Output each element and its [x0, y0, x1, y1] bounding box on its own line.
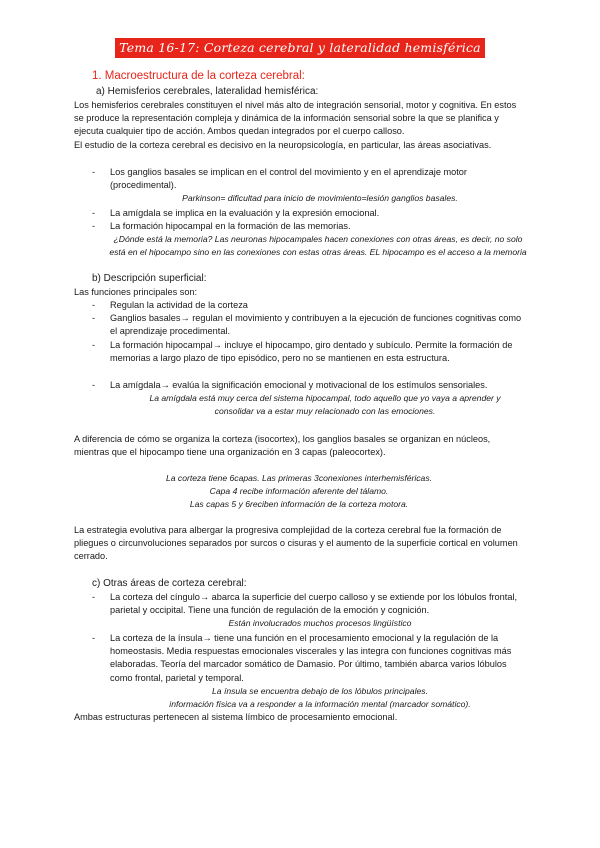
capas-line-3: Las capas 5 y 6reciben información de la corteza motora.	[189, 499, 409, 509]
section-heading-1: 1. Macroestructura de la corteza cerebral:	[92, 70, 305, 82]
bullet-marker: -	[92, 340, 96, 350]
a-note-memoria: ¿Dónde está la memoria? Las neuronas hipocampales hacen conexiones con otras áreas, es decir, no solo está en el hipocampo sino en las conexiones con estas otras áreas. EL hipocampo es el acceso a la memoria	[109, 234, 527, 257]
paragraph-b1: A diferencia de cómo se organiza la corteza (isocortex), los ganglios basales se organizan en núcleos, mientras que el hipocampo tiene una organización en 3 capas (paleocortex).	[74, 434, 491, 458]
b-bullet-regulan: Regulan la actividad de la corteza	[110, 300, 248, 310]
bullet-marker: -	[92, 221, 96, 231]
bullet-marker: -	[92, 313, 96, 323]
bullet-marker: -	[92, 208, 96, 218]
a-note-parkinson: Parkinson= dificultad para inicio de movimiento=lesión ganglios basales.	[182, 193, 458, 203]
capas-line-1: La corteza tiene 6capas. Las primeras 3conexiones interhemisféricas.	[165, 473, 433, 483]
bullet-marker: -	[92, 592, 96, 602]
subheading-c: c) Otras áreas de corteza cerebral:	[92, 578, 247, 589]
a-bullet-hipocampal: La formación hipocampal en la formación de las memorias.	[110, 221, 351, 231]
c-note-insula-2: información física va a responder a la información mental (marcador somático).	[169, 699, 471, 709]
a-bullet-amigdala: La amígdala se implica en la evaluación y la expresión emocional.	[110, 208, 380, 218]
b-bullet-hipocampal: La formación hipocampal→ incluye el hipocampo, giro dentado y subículo. Permite la formación de memorias a largo plazo de tipo episódico, pero no se mantienen en esta estructura.	[110, 340, 513, 364]
paragraph-a2: El estudio de la corteza cerebral es decisivo en la neuropsicología, en particular, las áreas asociativas.	[74, 140, 492, 150]
b-note-amigdala: La amígdala está muy cerca del sistema hipocampal, todo aquello que yo vaya a aprender y consolidar va a estar muy relacionado con las emociones.	[149, 393, 501, 416]
bullet-marker: -	[92, 380, 96, 390]
final-sentence: Ambas estructuras pertenecen al sistema límbico de procesamiento emocional.	[74, 712, 398, 722]
paragraph-b2: La estrategia evolutiva para albergar la progresiva complejidad de la corteza cerebral fue la formación de pliegues o circunvoluciones separados por surcos o cisuras y el aumento de la superficie cortical en volumen cerrado.	[74, 525, 518, 562]
capas-line-2: Capa 4 recibe información aferente del tálamo.	[209, 486, 389, 496]
c-note-cingulo: Están involucrados muchos procesos lingüístico	[228, 618, 412, 628]
c-note-insula-1: La ínsula se encuentra debajo de los lóbulos principales.	[212, 686, 428, 696]
title-banner	[0, 38, 600, 58]
page-title: Tema 16-17: Corteza cerebral y lateralidad hemisférica	[115, 38, 485, 58]
subheading-a: a) Hemisferios cerebrales, lateralidad hemisférica:	[96, 86, 319, 97]
bullet-marker: -	[92, 167, 96, 177]
bullet-marker: -	[92, 633, 96, 643]
c-bullet-cingulo: La corteza del cíngulo→ abarca la superficie del cuerpo calloso y se extiende por los lóbulos frontal, parietal y occipital. Tiene una función de regulación de la emoción y cognición.	[110, 592, 518, 616]
c-bullet-insula: La corteza de la ínsula→ tiene una función en el procesamiento emocional y la regulación de la homeostasis. Media respuestas emocionales viscerales y las integra con funciones cognitivas más elaboradas. Teoría del marcador somático de Damasio. Por último, también abarca varios lóbulos como frontal, parietal y temporal.	[110, 633, 512, 683]
subheading-b: b) Descripción superficial:	[92, 273, 207, 284]
bullet-marker: -	[92, 300, 96, 310]
a-bullet-ganglios: Los ganglios basales se implican en el control del movimiento y en el aprendizaje motor (procedimental).	[110, 167, 467, 191]
b-intro: Las funciones principales son:	[74, 287, 198, 297]
b-bullet-ganglios: Ganglios basales→ regulan el movimiento y contribuyen a la ejecución de funciones cognitivas como el aprendizaje procedimental.	[110, 313, 522, 337]
paragraph-a1: Los hemisferios cerebrales constituyen el nivel más alto de integración sensorial, motor y cognitiva. En estos se produce la representación compleja y dinámica de la información sensorial sobre la que se planifica y ejecuta cualquier tipo de acción. Ambos quedan integrados por el cuerpo calloso.	[74, 100, 517, 137]
b-bullet-amigdala: La amígdala→ evalúa la significación emocional y motivacional de los estímulos sensoriales.	[110, 380, 488, 390]
